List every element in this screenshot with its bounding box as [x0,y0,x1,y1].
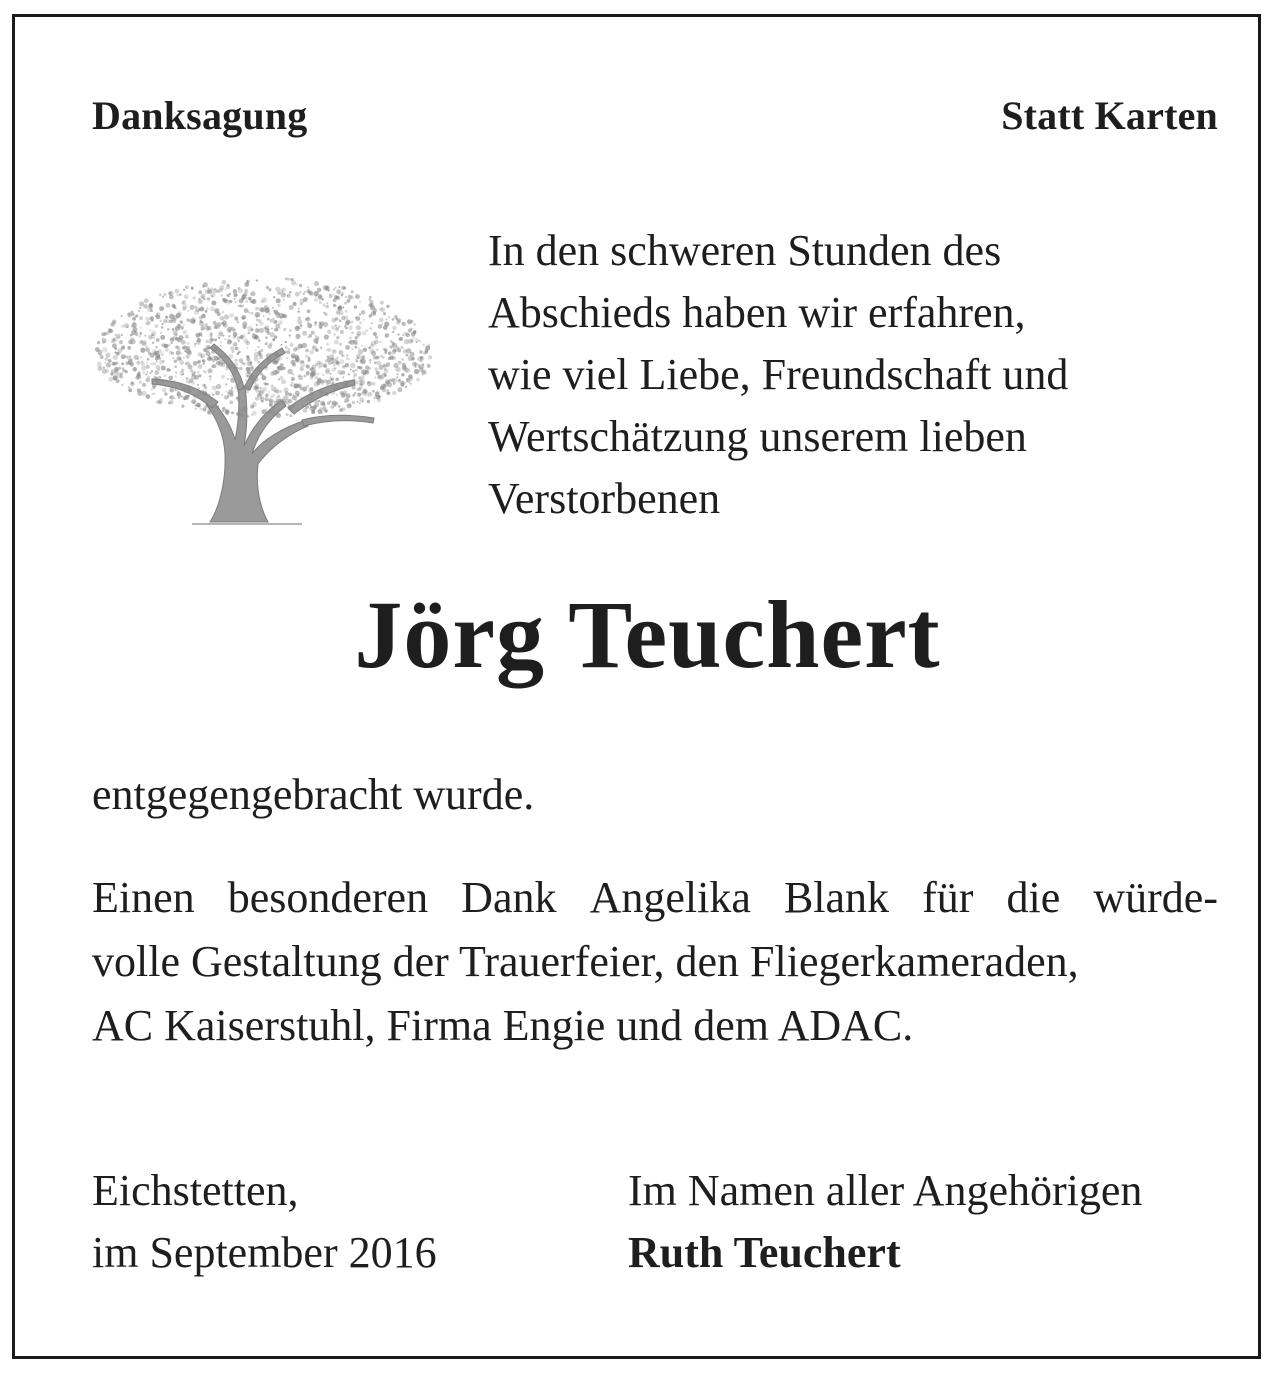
intro-line: Wertschätzung unserem lieben [488,412,1027,461]
continuation-text: entgegengebracht wurde. [92,770,535,819]
intro-line: wie viel Liebe, Freundschaft und [488,350,1069,399]
thanks-paragraph [92,866,1218,1058]
thanks-word: besonderen [227,873,429,922]
intro-line: Abschieds haben wir erfahren, [488,288,1026,337]
statt-karten-label: Statt Karten [1001,93,1218,138]
signature-block [628,1160,1142,1284]
thanks-line: AC Kaiserstuhl, Firma Engie und dem ADAC. [92,1001,914,1050]
signature-intro: Im Namen aller Angehörigen [628,1166,1143,1215]
thanks-word: würde- [1093,873,1218,922]
thanks-word: Einen [92,873,195,922]
thanks-line: volle Gestaltung der Trauerfeier, den Fliegerkameraden, [92,937,1079,986]
deceased-name: Jörg Teuchert [354,581,941,688]
intro-text [488,220,1188,530]
thanks-word: Blank [783,873,890,922]
place-date [92,1160,437,1284]
signature-name: Ruth Teuchert [628,1228,901,1277]
thanks-word: Dank [461,873,557,922]
date-line: im September 2016 [92,1228,437,1277]
thanks-word: für [922,873,974,922]
tree-icon [92,268,442,528]
notice-type-label: Danksagung [92,93,308,138]
intro-line: Verstorbenen [488,474,721,523]
intro-line: In den schweren Stunden des [488,226,1002,275]
place-line: Eichstetten, [92,1166,299,1215]
thanks-word: Angelika [589,873,751,922]
thanks-word: die [1006,873,1061,922]
thanks-line [92,866,1218,930]
